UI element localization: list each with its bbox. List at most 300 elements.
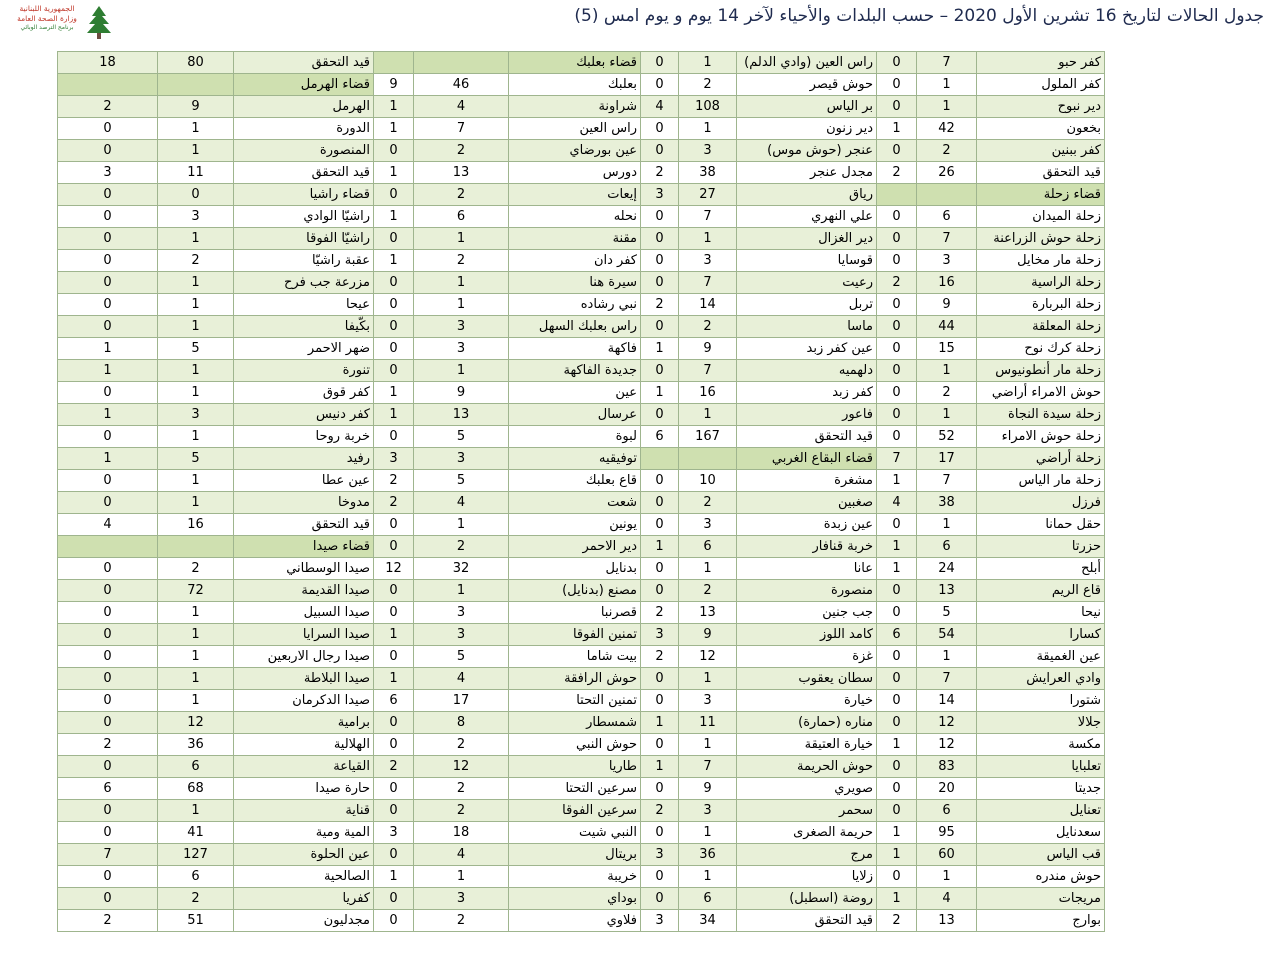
- cases-yesterday-cell: 3: [641, 844, 679, 866]
- cases-yesterday-cell: 0: [877, 646, 917, 668]
- locality-name-cell: مقنة: [509, 228, 641, 250]
- cases-yesterday-cell: 0: [58, 470, 158, 492]
- cases-14-days-cell: 18: [414, 822, 509, 844]
- locality-name-cell: ماسا: [737, 316, 877, 338]
- locality-name-cell: زحلة البربارة: [977, 294, 1105, 316]
- cases-yesterday-cell: 0: [58, 250, 158, 272]
- table-row: [58, 404, 1105, 426]
- cedar-icon: [84, 4, 114, 40]
- table-row: [58, 624, 1105, 646]
- cases-yesterday-cell: 3: [641, 184, 679, 206]
- cases-yesterday-cell: 4: [58, 514, 158, 536]
- cases-yesterday-cell: 0: [58, 140, 158, 162]
- locality-name-cell: قيد التحقق: [234, 514, 374, 536]
- cases-14-days-cell: 2: [158, 250, 234, 272]
- locality-name-cell: غزة: [737, 646, 877, 668]
- locality-name-cell: النبي شيت: [509, 822, 641, 844]
- cases-yesterday-cell: 0: [374, 536, 414, 558]
- locality-name-cell: دير نبوح: [977, 96, 1105, 118]
- table-row: [58, 96, 1105, 118]
- locality-name-cell: كفريا: [234, 888, 374, 910]
- locality-name-cell: فلاوي: [509, 910, 641, 932]
- cases-yesterday-cell: 0: [877, 800, 917, 822]
- cases-yesterday-cell: 2: [58, 910, 158, 932]
- table-row: [58, 360, 1105, 382]
- cases-yesterday-cell: 1: [58, 360, 158, 382]
- cases-yesterday-cell: 1: [374, 96, 414, 118]
- locality-name-cell: بر الياس: [737, 96, 877, 118]
- locality-name-cell: الدورة: [234, 118, 374, 140]
- cases-yesterday-cell: 1: [374, 162, 414, 184]
- cases-14-days-cell: 1: [414, 514, 509, 536]
- table-row: [58, 294, 1105, 316]
- locality-name-cell: حوش مندره: [977, 866, 1105, 888]
- cases-14-days-cell: 12: [414, 756, 509, 778]
- table-row: [58, 668, 1105, 690]
- cases-14-days-cell: 95: [917, 822, 977, 844]
- cases-14-days-cell: 3: [679, 690, 737, 712]
- table-row: [58, 52, 1105, 74]
- cases-14-days-cell: 20: [917, 778, 977, 800]
- table-row: [58, 514, 1105, 536]
- locality-name-cell: فاعور: [737, 404, 877, 426]
- cases-14-days-cell: 27: [679, 184, 737, 206]
- locality-name-cell: بدنايل: [509, 558, 641, 580]
- cases-yesterday-cell: 6: [58, 778, 158, 800]
- cases-yesterday-cell: 1: [374, 866, 414, 888]
- locality-name-cell: شمسطار: [509, 712, 641, 734]
- cases-yesterday-cell: 0: [58, 294, 158, 316]
- table-row: [58, 316, 1105, 338]
- locality-name-cell: زحلة الميدان: [977, 206, 1105, 228]
- cases-yesterday-cell: 0: [58, 712, 158, 734]
- cases-14-days-cell: 11: [679, 712, 737, 734]
- table-row: [58, 734, 1105, 756]
- cases-14-days-cell: 1: [158, 800, 234, 822]
- cases-yesterday-cell: 2: [58, 96, 158, 118]
- cases-14-days-cell: 13: [414, 162, 509, 184]
- locality-name-cell: تربل: [737, 294, 877, 316]
- locality-name-cell: صيدا السرايا: [234, 624, 374, 646]
- locality-name-cell: رياق: [737, 184, 877, 206]
- cases-yesterday-cell: [877, 184, 917, 206]
- cases-yesterday-cell: 0: [641, 118, 679, 140]
- cases-yesterday-cell: 2: [374, 492, 414, 514]
- cases-14-days-cell: 6: [158, 866, 234, 888]
- locality-name-cell: فاكهة: [509, 338, 641, 360]
- table-row: [58, 866, 1105, 888]
- locality-name-cell: قيد التحقق: [234, 162, 374, 184]
- cases-yesterday-cell: 0: [641, 470, 679, 492]
- locality-name-cell: راس بعلبك السهل: [509, 316, 641, 338]
- locality-name-cell: كفر دان: [509, 250, 641, 272]
- locality-name-cell: بيت شاما: [509, 646, 641, 668]
- locality-name-cell: سعدنايل: [977, 822, 1105, 844]
- cases-14-days-cell: 2: [679, 492, 737, 514]
- locality-name-cell: قصرنبا: [509, 602, 641, 624]
- cases-yesterday-cell: 1: [374, 118, 414, 140]
- locality-name-cell: حقل حمانا: [977, 514, 1105, 536]
- cases-14-days-cell: 1: [917, 74, 977, 96]
- table-row: [58, 470, 1105, 492]
- locality-name-cell: الهرمل: [234, 96, 374, 118]
- locality-name-cell: عين كفر زبد: [737, 338, 877, 360]
- cases-yesterday-cell: 0: [374, 338, 414, 360]
- cases-14-days-cell: 1: [414, 294, 509, 316]
- locality-name-cell: شراونة: [509, 96, 641, 118]
- cases-table: [57, 51, 1105, 932]
- cases-yesterday-cell: 1: [374, 250, 414, 272]
- locality-name-cell: سيرة هنا: [509, 272, 641, 294]
- cases-yesterday-cell: 4: [877, 492, 917, 514]
- cases-14-days-cell: 12: [679, 646, 737, 668]
- logo-line-1: الجمهورية اللبنانية: [19, 4, 75, 13]
- cases-yesterday-cell: 1: [877, 118, 917, 140]
- cases-14-days-cell: 3: [158, 206, 234, 228]
- locality-name-cell: وادي العرايش: [977, 668, 1105, 690]
- locality-name-cell: صويري: [737, 778, 877, 800]
- cases-yesterday-cell: 0: [58, 206, 158, 228]
- locality-name-cell: كسارا: [977, 624, 1105, 646]
- cases-14-days-cell: 9: [917, 294, 977, 316]
- locality-name-cell: صيدا السبيل: [234, 602, 374, 624]
- locality-name-cell: زحلة مار أنطونيوس: [977, 360, 1105, 382]
- locality-name-cell: عقبة راشيّا: [234, 250, 374, 272]
- cases-yesterday-cell: 1: [877, 822, 917, 844]
- cases-yesterday-cell: 0: [641, 250, 679, 272]
- cases-yesterday-cell: 3: [58, 162, 158, 184]
- cases-yesterday-cell: 0: [877, 316, 917, 338]
- cases-14-days-cell: 4: [414, 492, 509, 514]
- cases-14-days-cell: 1: [917, 514, 977, 536]
- cases-yesterday-cell: 0: [641, 866, 679, 888]
- locality-name-cell: علي النهري: [737, 206, 877, 228]
- cases-yesterday-cell: 0: [58, 756, 158, 778]
- cases-14-days-cell: 14: [679, 294, 737, 316]
- table-row: [58, 74, 1105, 96]
- cases-14-days-cell: [679, 448, 737, 470]
- cases-14-days-cell: 13: [917, 580, 977, 602]
- locality-name-cell: إيعات: [509, 184, 641, 206]
- cases-yesterday-cell: 0: [641, 514, 679, 536]
- cases-yesterday-cell: 0: [641, 360, 679, 382]
- cases-yesterday-cell: 2: [374, 756, 414, 778]
- cases-14-days-cell: 3: [414, 338, 509, 360]
- cases-yesterday-cell: 0: [641, 558, 679, 580]
- locality-name-cell: يونين: [509, 514, 641, 536]
- cases-14-days-cell: 12: [158, 712, 234, 734]
- cases-14-days-cell: 3: [679, 140, 737, 162]
- cases-14-days-cell: [158, 536, 234, 558]
- cases-14-days-cell: [158, 74, 234, 96]
- cases-yesterday-cell: 0: [374, 844, 414, 866]
- cases-yesterday-cell: 0: [374, 140, 414, 162]
- locality-name-cell: مجدل عنجر: [737, 162, 877, 184]
- locality-name-cell: سرعين التحتا: [509, 778, 641, 800]
- cases-yesterday-cell: 2: [641, 602, 679, 624]
- district-header-cell: قضاء الهرمل: [234, 74, 374, 96]
- cases-14-days-cell: 46: [414, 74, 509, 96]
- locality-name-cell: لبوة: [509, 426, 641, 448]
- table-row: [58, 228, 1105, 250]
- cases-yesterday-cell: 0: [58, 866, 158, 888]
- locality-name-cell: القياعة: [234, 756, 374, 778]
- cases-yesterday-cell: 6: [374, 690, 414, 712]
- cases-14-days-cell: 3: [414, 624, 509, 646]
- cases-yesterday-cell: 0: [58, 580, 158, 602]
- locality-name-cell: روضة (اسطبل): [737, 888, 877, 910]
- cases-yesterday-cell: 0: [641, 888, 679, 910]
- cases-14-days-cell: 4: [917, 888, 977, 910]
- cases-14-days-cell: 4: [414, 844, 509, 866]
- cases-14-days-cell: 41: [158, 822, 234, 844]
- locality-name-cell: جلالا: [977, 712, 1105, 734]
- cases-14-days-cell: 1: [414, 866, 509, 888]
- cases-yesterday-cell: 4: [641, 96, 679, 118]
- cases-yesterday-cell: 0: [374, 316, 414, 338]
- cases-14-days-cell: 7: [917, 668, 977, 690]
- cases-yesterday-cell: 0: [374, 426, 414, 448]
- table-row: [58, 338, 1105, 360]
- table-row: [58, 712, 1105, 734]
- table-row: [58, 646, 1105, 668]
- table-row: [58, 426, 1105, 448]
- locality-name-cell: قوسايا: [737, 250, 877, 272]
- cases-yesterday-cell: 1: [58, 338, 158, 360]
- locality-name-cell: صيدا رجال الاربعين: [234, 646, 374, 668]
- cases-yesterday-cell: 9: [374, 74, 414, 96]
- cases-yesterday-cell: 0: [374, 184, 414, 206]
- cases-yesterday-cell: 0: [58, 272, 158, 294]
- cases-yesterday-cell: 0: [641, 690, 679, 712]
- cases-14-days-cell: 7: [917, 228, 977, 250]
- cases-14-days-cell: 3: [917, 250, 977, 272]
- cases-14-days-cell: 38: [679, 162, 737, 184]
- locality-name-cell: قيد التحقق: [737, 910, 877, 932]
- table-row: [58, 184, 1105, 206]
- locality-name-cell: مجدليون: [234, 910, 374, 932]
- cases-yesterday-cell: 0: [374, 294, 414, 316]
- cases-yesterday-cell: 1: [641, 712, 679, 734]
- locality-name-cell: صيدا القديمة: [234, 580, 374, 602]
- cases-14-days-cell: 0: [158, 184, 234, 206]
- cases-yesterday-cell: 2: [58, 734, 158, 756]
- cases-14-days-cell: 9: [414, 382, 509, 404]
- locality-name-cell: زلايا: [737, 866, 877, 888]
- cases-14-days-cell: 1: [158, 140, 234, 162]
- locality-name-cell: زحلة كرك نوح: [977, 338, 1105, 360]
- locality-name-cell: جديتا: [977, 778, 1105, 800]
- cases-yesterday-cell: 1: [374, 624, 414, 646]
- locality-name-cell: حارة صيدا: [234, 778, 374, 800]
- cases-yesterday-cell: 0: [58, 228, 158, 250]
- cases-yesterday-cell: 0: [641, 52, 679, 74]
- table-row: [58, 602, 1105, 624]
- locality-name-cell: حوش الرافقة: [509, 668, 641, 690]
- cases-14-days-cell: 2: [414, 734, 509, 756]
- cases-yesterday-cell: 2: [641, 294, 679, 316]
- cases-14-days-cell: 2: [414, 184, 509, 206]
- cases-14-days-cell: 36: [158, 734, 234, 756]
- cases-yesterday-cell: 0: [641, 228, 679, 250]
- cases-14-days-cell: 1: [158, 118, 234, 140]
- locality-name-cell: كفر دنيس: [234, 404, 374, 426]
- cases-yesterday-cell: 1: [641, 338, 679, 360]
- locality-name-cell: تعنايل: [977, 800, 1105, 822]
- table-row: [58, 822, 1105, 844]
- cases-14-days-cell: 6: [414, 206, 509, 228]
- locality-name-cell: سرعين الفوقا: [509, 800, 641, 822]
- cases-yesterday-cell: 0: [374, 602, 414, 624]
- cases-14-days-cell: 2: [414, 250, 509, 272]
- cases-14-days-cell: 60: [917, 844, 977, 866]
- cases-14-days-cell: 68: [158, 778, 234, 800]
- cases-14-days-cell: 9: [158, 96, 234, 118]
- locality-name-cell: ضهر الاحمر: [234, 338, 374, 360]
- cases-yesterday-cell: 0: [374, 778, 414, 800]
- locality-name-cell: صغبين: [737, 492, 877, 514]
- cases-yesterday-cell: 0: [58, 426, 158, 448]
- locality-name-cell: زحلة مار الياس: [977, 470, 1105, 492]
- cases-14-days-cell: 4: [414, 668, 509, 690]
- cases-14-days-cell: 2: [679, 580, 737, 602]
- locality-name-cell: شعت: [509, 492, 641, 514]
- cases-yesterday-cell: 0: [877, 404, 917, 426]
- locality-name-cell: بكّيفا: [234, 316, 374, 338]
- locality-name-cell: قيد التحقق: [737, 426, 877, 448]
- cases-yesterday-cell: 0: [58, 118, 158, 140]
- cases-yesterday-cell: 0: [58, 624, 158, 646]
- locality-name-cell: الصالحية: [234, 866, 374, 888]
- cases-yesterday-cell: 0: [877, 206, 917, 228]
- cases-14-days-cell: 3: [414, 316, 509, 338]
- cases-14-days-cell: 2: [414, 140, 509, 162]
- locality-name-cell: توفيقيه: [509, 448, 641, 470]
- cases-14-days-cell: 83: [917, 756, 977, 778]
- cases-yesterday-cell: 0: [641, 492, 679, 514]
- cases-yesterday-cell: 7: [877, 448, 917, 470]
- locality-name-cell: مرج: [737, 844, 877, 866]
- cases-yesterday-cell: 0: [641, 316, 679, 338]
- locality-name-cell: طاريا: [509, 756, 641, 778]
- cases-14-days-cell: 12: [917, 712, 977, 734]
- cases-yesterday-cell: 0: [877, 338, 917, 360]
- locality-name-cell: كفر قوق: [234, 382, 374, 404]
- locality-name-cell: حوش النبي: [509, 734, 641, 756]
- locality-name-cell: زحلة الراسية: [977, 272, 1105, 294]
- locality-name-cell: عيحا: [234, 294, 374, 316]
- locality-name-cell: تنورة: [234, 360, 374, 382]
- cases-yesterday-cell: 0: [641, 580, 679, 602]
- locality-name-cell: حوش الامراء أراضي: [977, 382, 1105, 404]
- locality-name-cell: عين الحلوة: [234, 844, 374, 866]
- cases-14-days-cell: 80: [158, 52, 234, 74]
- cases-yesterday-cell: 0: [374, 712, 414, 734]
- cases-yesterday-cell: 0: [374, 646, 414, 668]
- cases-yesterday-cell: 0: [58, 316, 158, 338]
- cases-14-days-cell: 7: [679, 756, 737, 778]
- cases-yesterday-cell: 0: [641, 404, 679, 426]
- cases-14-days-cell: 3: [158, 404, 234, 426]
- locality-name-cell: زحلة أراضي: [977, 448, 1105, 470]
- cases-14-days-cell: 51: [158, 910, 234, 932]
- cases-yesterday-cell: 0: [641, 778, 679, 800]
- cases-14-days-cell: 9: [679, 338, 737, 360]
- locality-name-cell: عرسال: [509, 404, 641, 426]
- cases-14-days-cell: 127: [158, 844, 234, 866]
- cases-yesterday-cell: [374, 52, 414, 74]
- locality-name-cell: راس العين (وادي الدلم): [737, 52, 877, 74]
- table-row: [58, 140, 1105, 162]
- cases-14-days-cell: 5: [158, 338, 234, 360]
- cases-yesterday-cell: 1: [374, 404, 414, 426]
- cases-14-days-cell: 3: [679, 514, 737, 536]
- cases-14-days-cell: 6: [917, 536, 977, 558]
- cases-yesterday-cell: 0: [58, 668, 158, 690]
- locality-name-cell: قناية: [234, 800, 374, 822]
- locality-name-cell: بخعون: [977, 118, 1105, 140]
- locality-name-cell: قيد التحقق: [234, 52, 374, 74]
- cases-yesterday-cell: 0: [877, 294, 917, 316]
- cases-14-days-cell: 13: [414, 404, 509, 426]
- cases-yesterday-cell: 0: [877, 602, 917, 624]
- district-header-cell: قضاء صيدا: [234, 536, 374, 558]
- cases-14-days-cell: 1: [414, 272, 509, 294]
- district-header-cell: قضاء بعلبك: [509, 52, 641, 74]
- cases-yesterday-cell: 0: [374, 910, 414, 932]
- locality-name-cell: حزرتا: [977, 536, 1105, 558]
- locality-name-cell: تمنين التحتا: [509, 690, 641, 712]
- locality-name-cell: مناره (حمارة): [737, 712, 877, 734]
- cases-yesterday-cell: 0: [374, 734, 414, 756]
- table-row: [58, 580, 1105, 602]
- cases-14-days-cell: 2: [414, 536, 509, 558]
- cases-yesterday-cell: 2: [641, 162, 679, 184]
- cases-14-days-cell: 32: [414, 558, 509, 580]
- locality-name-cell: خيارة: [737, 690, 877, 712]
- cases-yesterday-cell: 1: [877, 888, 917, 910]
- cases-yesterday-cell: 1: [374, 668, 414, 690]
- cases-yesterday-cell: 7: [58, 844, 158, 866]
- cases-14-days-cell: 6: [679, 888, 737, 910]
- locality-name-cell: شتورا: [977, 690, 1105, 712]
- cases-14-days-cell: 2: [917, 140, 977, 162]
- locality-name-cell: نحله: [509, 206, 641, 228]
- cases-yesterday-cell: 0: [877, 360, 917, 382]
- cases-14-days-cell: 24: [917, 558, 977, 580]
- cases-yesterday-cell: 0: [58, 184, 158, 206]
- locality-name-cell: المية ومية: [234, 822, 374, 844]
- cases-14-days-cell: 5: [158, 448, 234, 470]
- locality-name-cell: عين زبدة: [737, 514, 877, 536]
- locality-name-cell: دير زنون: [737, 118, 877, 140]
- cases-yesterday-cell: 0: [877, 668, 917, 690]
- cases-yesterday-cell: 0: [877, 690, 917, 712]
- cases-yesterday-cell: 2: [641, 800, 679, 822]
- table-row: [58, 382, 1105, 404]
- cases-14-days-cell: 9: [679, 624, 737, 646]
- cases-yesterday-cell: 0: [374, 888, 414, 910]
- locality-name-cell: كفر زبد: [737, 382, 877, 404]
- cases-yesterday-cell: 1: [641, 756, 679, 778]
- locality-name-cell: راشيّا الفوقا: [234, 228, 374, 250]
- cases-14-days-cell: 167: [679, 426, 737, 448]
- locality-name-cell: زحلة سيدة النجاة: [977, 404, 1105, 426]
- cases-yesterday-cell: 1: [374, 206, 414, 228]
- cases-14-days-cell: 2: [679, 316, 737, 338]
- cases-yesterday-cell: 6: [641, 426, 679, 448]
- cases-14-days-cell: 52: [917, 426, 977, 448]
